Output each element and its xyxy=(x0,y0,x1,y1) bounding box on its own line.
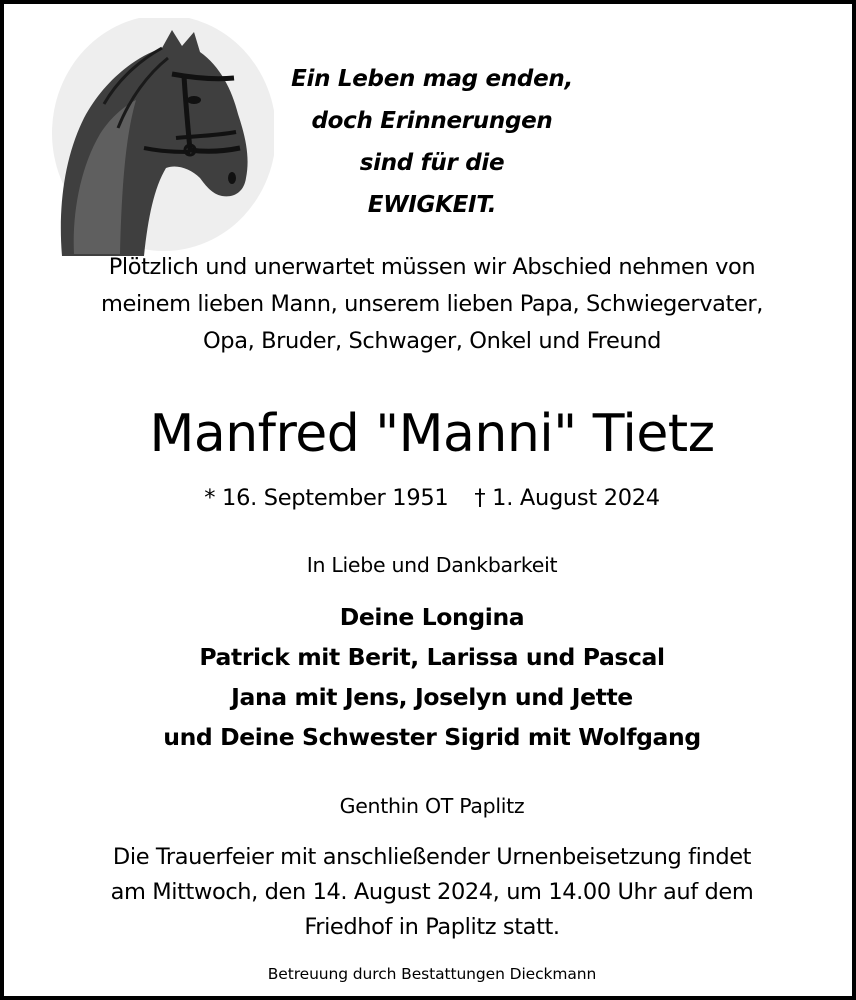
ceremony-details xyxy=(4,840,856,945)
mourner-line: Jana mit Jens, Joselyn und Jette xyxy=(231,683,633,711)
verse-line: doch Erinnerungen xyxy=(311,108,553,134)
ceremony-line: Friedhof in Paplitz statt. xyxy=(304,914,560,940)
announcement-line: Plötzlich und unerwartet müssen wir Abschied nehmen von xyxy=(108,254,756,280)
announcement-line: Opa, Bruder, Schwager, Onkel und Freund xyxy=(203,328,661,354)
verse-line: EWIGKEIT. xyxy=(367,192,497,218)
life-dates xyxy=(4,480,856,516)
mourners-intro: In Liebe und Dankbarkeit xyxy=(306,553,558,577)
mourner-line: Patrick mit Berit, Larissa und Pascal xyxy=(199,643,665,671)
birth-date: * 16. September 1951 xyxy=(204,485,449,511)
ceremony-line: Die Trauerfeier mit anschließender Urnenbeisetzung findet xyxy=(112,844,752,870)
mourners-list xyxy=(4,597,856,757)
death-date: † 1. August 2024 xyxy=(474,485,660,511)
verse-line: sind für die xyxy=(359,150,505,176)
undertaker-note: Betreuung durch Bestattungen Dieckmann xyxy=(267,965,597,983)
verse-line: Ein Leben mag enden, xyxy=(291,66,573,92)
ceremony-line: am Mittwoch, den 14. August 2024, um 14.00 Uhr auf dem xyxy=(110,879,754,905)
mourner-line: und Deine Schwester Sigrid mit Wolfgang xyxy=(163,723,701,751)
announcement-text xyxy=(4,249,856,360)
horse-head-icon xyxy=(44,18,274,263)
place-name: Genthin OT Paplitz xyxy=(339,794,525,818)
deceased-name: Manfred "Manni" Tietz xyxy=(149,404,715,464)
memorial-verse xyxy=(272,58,592,226)
announcement-line: meinem lieben Mann, unserem lieben Papa, Schwiegervater, xyxy=(100,291,763,317)
mourner-line: Deine Longina xyxy=(339,603,525,631)
